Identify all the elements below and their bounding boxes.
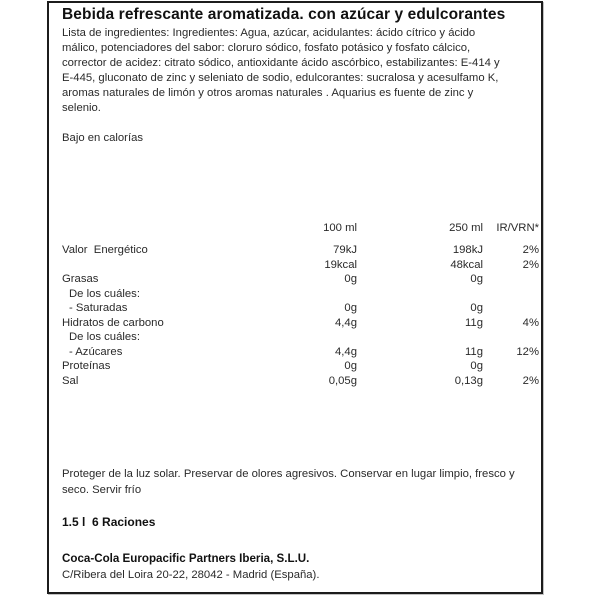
value-250ml: 11g	[464, 345, 483, 358]
row-label: Grasas	[62, 273, 99, 286]
value-250ml: 48kcal	[450, 258, 483, 271]
nutrition-table-header	[62, 222, 539, 244]
row-label: Valor Energético	[62, 244, 148, 256]
manufacturer-block	[62, 551, 537, 583]
value-250ml: 0,13g	[454, 374, 483, 387]
value-250ml: 11g	[464, 316, 483, 329]
row-label: Sal	[62, 374, 79, 387]
nutrition-table	[62, 222, 539, 389]
value-100ml: 19kcal	[324, 258, 357, 271]
row-label: De los cuáles:	[69, 331, 140, 344]
table-row-fat	[62, 273, 539, 288]
table-row-carbs-of-which	[62, 331, 539, 346]
product-info-label	[47, 1, 543, 594]
value-ir: 4%	[522, 316, 539, 329]
value-250ml: 0g	[470, 302, 483, 315]
table-row-energy-kj	[62, 244, 539, 259]
product-title: Bebida refrescante aromatizada. con azúcar y edulcorantes	[62, 6, 506, 23]
value-250ml: 198kJ	[452, 244, 483, 256]
table-row-saturated	[62, 302, 539, 317]
table-row-salt	[62, 375, 539, 390]
value-100ml: 4,4g	[335, 316, 357, 329]
column-header-100ml: 100 ml	[323, 222, 357, 234]
table-row-energy-kcal	[62, 259, 539, 274]
value-100ml: 0g	[344, 302, 357, 315]
row-label: Proteínas	[62, 360, 111, 373]
value-250ml: 0g	[470, 273, 483, 286]
value-100ml: 0g	[344, 273, 357, 286]
table-row-carbohydrates	[62, 317, 539, 332]
manufacturer-address: C/Ribera del Loira 20-22, 28042 - Madrid (España).	[62, 569, 320, 581]
value-100ml: 4,4g	[335, 345, 357, 358]
value-ir: 2%	[522, 374, 539, 387]
manufacturer-name: Coca-Cola Europacific Partners Iberia, S.L.U.	[62, 552, 310, 565]
low-calorie-claim: Bajo en calorías	[62, 132, 144, 144]
value-100ml: 0,05g	[328, 374, 357, 387]
row-label: Hidratos de carbono	[62, 316, 164, 329]
column-header-250ml: 250 ml	[449, 222, 483, 234]
value-100ml: 0g	[344, 360, 357, 373]
row-label: De los cuáles:	[69, 287, 140, 300]
ingredients-text: Lista de ingredientes: Ingredientes: Agua, azúcar, acidulantes: ácido cítrico y ácido málico, potenciadores del sabor: cloruro sódico, fosfato potásico y fosfato cálcico, corrector de acidez: citrato sódico, antioxidante ácido ascórbico, estabilizantes: E-414 y E-445, gluconato de zinc y seleniato de sodio, edulcorantes: sucralosa y acesulfamo K, aromas naturales de limón y otros aromas naturales . Aquarius es fuente de zinc y selenio.	[62, 27, 503, 114]
table-row-protein	[62, 360, 539, 375]
column-header-ir-vrn: IR/VRN*	[496, 222, 539, 234]
value-ir: 12%	[516, 345, 539, 358]
value-ir: 2%	[522, 258, 539, 271]
volume-servings: 1.5 l 6 Raciones	[62, 515, 156, 529]
value-100ml: 79kJ	[333, 244, 357, 256]
table-row-fat-of-which	[62, 288, 539, 303]
row-label: - Saturadas	[69, 302, 128, 315]
storage-instructions: Proteger de la luz solar. Preservar de olores agresivos. Conservar en lugar limpio, fresco y seco. Servir frío	[62, 468, 515, 496]
value-ir: 2%	[522, 244, 539, 256]
row-label: - Azúcares	[69, 345, 123, 358]
table-row-sugars	[62, 346, 539, 361]
value-250ml: 0g	[470, 360, 483, 373]
